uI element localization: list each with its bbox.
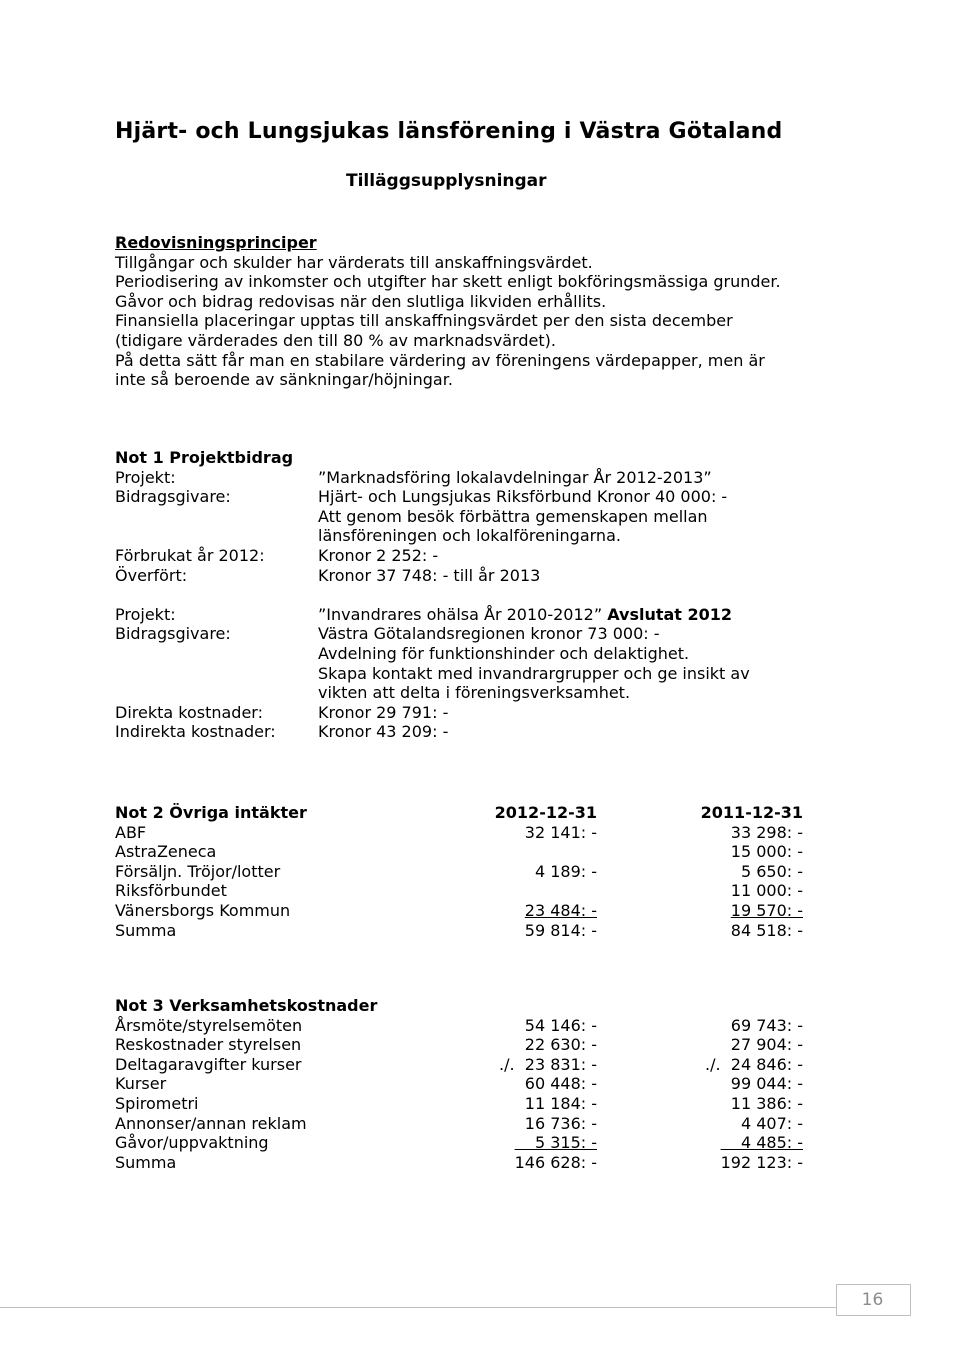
column-header-2012: 2012-12-31 <box>494 803 597 822</box>
document-title: Hjärt- och Lungsjukas länsförening i Västra Götaland <box>115 119 783 144</box>
donor-label: Bidragsgivare: <box>115 487 231 507</box>
row-label: Försäljn. Tröjor/lotter <box>115 861 281 881</box>
note1-heading: Not 1 Projektbidrag <box>115 448 294 467</box>
row-value-2011: 27 904: - <box>730 1035 803 1055</box>
table-row-total <box>115 1153 845 1173</box>
donor-row-continued <box>115 526 815 546</box>
row-value-2012: 4 189: - <box>534 861 597 881</box>
principles-line: inte så beroende av sänkningar/höjningar. <box>115 370 453 390</box>
project-title: ”Invandrares ohälsa År 2010-2012” <box>318 604 603 624</box>
row-label: Summa <box>115 1152 177 1172</box>
principles-line: Tillgångar och skulder har värderats till anskaffningsvärdet. <box>115 252 593 272</box>
section-heading: Redovisningsprinciper <box>115 233 317 252</box>
table-row-total <box>115 921 845 941</box>
row-value-2011: 33 298: - <box>730 822 803 842</box>
row-label: ABF <box>115 822 147 842</box>
used-row <box>115 546 815 566</box>
note2-table <box>115 803 845 940</box>
project-value <box>318 605 732 625</box>
row-label: Årsmöte/styrelsemöten <box>115 1015 303 1035</box>
project-row <box>115 605 815 625</box>
donor-row <box>115 624 815 644</box>
indirect-cost-label: Indirekta kostnader: <box>115 722 276 742</box>
donor-value: vikten att delta i föreningsverksamhet. <box>318 683 631 703</box>
row-value-2011: 11 386: - <box>730 1093 803 1113</box>
row-value-2012: ./. 23 831: - <box>499 1054 597 1074</box>
note3-table <box>115 996 845 1172</box>
donor-value: Skapa kontakt med invandrargrupper och ge insikt av <box>318 663 750 683</box>
principles-line: Periodisering av inkomster och utgifter har skett enligt bokföringsmässiga grunder. <box>115 272 781 292</box>
donor-value: Avdelning för funktionshinder och delaktighet. <box>318 643 690 663</box>
row-value-2012: 22 630: - <box>524 1035 597 1055</box>
table-row <box>115 1055 845 1075</box>
principles-line: På detta sätt får man en stabilare värdering av föreningens värdepapper, men är <box>115 350 765 370</box>
principles-line: Gåvor och bidrag redovisas när den slutliga likviden erhållits. <box>115 291 607 311</box>
table-row <box>115 1016 845 1036</box>
table-row <box>115 1114 845 1134</box>
row-label: Riksförbundet <box>115 881 227 901</box>
transfer-value: Kronor 37 748: - till år 2013 <box>318 565 541 585</box>
row-value-2011: 19 570: - <box>730 900 803 920</box>
row-value-2011: 84 518: - <box>730 920 803 940</box>
table-row <box>115 842 845 862</box>
direct-cost-value: Kronor 29 791: - <box>318 702 449 722</box>
column-header-2011: 2011-12-31 <box>700 803 803 822</box>
row-value-2012: 23 484: - <box>524 900 597 920</box>
row-label: Reskostnader styrelsen <box>115 1035 302 1055</box>
row-label: Summa <box>115 920 177 940</box>
indirect-cost-value: Kronor 43 209: - <box>318 722 449 742</box>
principles-line: Finansiella placeringar upptas till anskaffningsvärdet per den sista december <box>115 311 733 331</box>
donor-label: Bidragsgivare: <box>115 624 231 644</box>
donor-row <box>115 487 815 507</box>
row-value-2012: 11 184: - <box>524 1093 597 1113</box>
project-status: Avslutat 2012 <box>607 604 733 624</box>
row-value-2012: 32 141: - <box>524 822 597 842</box>
document-subtitle: Tilläggsupplysningar <box>346 171 547 191</box>
row-label: Spirometri <box>115 1093 199 1113</box>
donor-value: Hjärt- och Lungsjukas Riksförbund Kronor 40 000: - <box>318 487 728 507</box>
note3-heading: Not 3 Verksamhetskostnader <box>115 996 378 1015</box>
table-row <box>115 1133 845 1153</box>
project-label: Projekt: <box>115 467 176 487</box>
row-label: Kurser <box>115 1074 167 1094</box>
row-value-2012: 59 814: - <box>524 920 597 940</box>
transfer-row <box>115 566 815 586</box>
row-label: Gåvor/uppvaktning <box>115 1133 269 1153</box>
table-row <box>115 823 845 843</box>
direct-cost-label: Direkta kostnader: <box>115 702 263 722</box>
table-row <box>115 1035 845 1055</box>
row-value-2011: ./. 24 846: - <box>705 1054 803 1074</box>
table-row <box>115 881 845 901</box>
row-value-2011: 99 044: - <box>730 1074 803 1094</box>
row-value-2011: 4 485: - <box>720 1133 803 1153</box>
donor-value: länsföreningen och lokalföreningarna. <box>318 526 621 546</box>
transfer-label: Överfört: <box>115 565 188 585</box>
principles-line: (tidigare värderades den till 80 % av marknadsvärdet). <box>115 330 556 350</box>
table-row <box>115 862 845 882</box>
row-label: AstraZeneca <box>115 842 217 862</box>
indirect-cost-row <box>115 722 815 742</box>
donor-row-continued <box>115 683 815 703</box>
used-label: Förbrukat år 2012: <box>115 545 265 565</box>
row-label: Annonser/annan reklam <box>115 1113 307 1133</box>
table-row <box>115 1094 845 1114</box>
donor-row-continued <box>115 664 815 684</box>
donor-row-continued <box>115 644 815 664</box>
project-row <box>115 468 815 488</box>
donor-value: Att genom besök förbättra gemenskapen mellan <box>318 506 708 526</box>
direct-cost-row <box>115 703 815 723</box>
row-value-2011: 4 407: - <box>740 1113 803 1133</box>
note2-heading: Not 2 Övriga intäkter <box>115 803 307 822</box>
row-value-2012: 60 448: - <box>524 1074 597 1094</box>
table-header <box>115 996 845 1016</box>
row-value-2011: 192 123: - <box>720 1152 803 1172</box>
footer-rule <box>0 1307 836 1308</box>
accounting-principles-section <box>115 233 781 390</box>
table-row <box>115 1074 845 1094</box>
page-number: 16 <box>861 1290 884 1310</box>
donor-value: Västra Götalandsregionen kronor 73 000: - <box>318 624 660 644</box>
row-label: Vänersborgs Kommun <box>115 900 291 920</box>
project-label: Projekt: <box>115 604 176 624</box>
donor-row-continued <box>115 507 815 527</box>
table-row <box>115 901 845 921</box>
row-value-2011: 69 743: - <box>730 1015 803 1035</box>
project-value: ”Marknadsföring lokalavdelningar År 2012-2013” <box>318 467 712 487</box>
row-label: Deltagaravgifter kurser <box>115 1054 302 1074</box>
row-value-2011: 11 000: - <box>730 881 803 901</box>
note1-section <box>115 448 815 742</box>
row-value-2011: 5 650: - <box>740 861 803 881</box>
table-header <box>115 803 845 823</box>
row-value-2012: 5 315: - <box>514 1133 597 1153</box>
used-value: Kronor 2 252: - <box>318 545 439 565</box>
row-value-2012: 146 628: - <box>514 1152 597 1172</box>
row-value-2011: 15 000: - <box>730 842 803 862</box>
spacer <box>115 585 815 605</box>
row-value-2012: 16 736: - <box>524 1113 597 1133</box>
row-value-2012: 54 146: - <box>524 1015 597 1035</box>
